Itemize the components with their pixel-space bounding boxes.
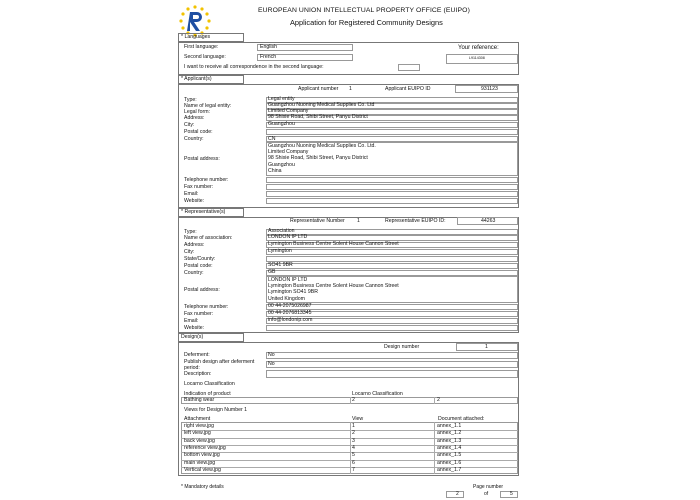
- applicant-fax-label: Fax number:: [184, 184, 214, 190]
- representative-state-field[interactable]: [266, 256, 518, 262]
- applicant-name-label: Name of legal entity:: [184, 103, 232, 109]
- attachment-cell: bottom view.jpg: [184, 452, 220, 459]
- applicant-legal-form-value: Limited Company: [268, 108, 309, 114]
- representative-city-label: City:: [184, 249, 195, 255]
- representative-state-label: State/County:: [184, 256, 216, 262]
- applicant-type-value: Legal entity: [268, 96, 295, 102]
- representative-number-value: 1: [357, 218, 360, 224]
- locarno-col-label: Locarno Classification: [352, 391, 403, 397]
- document-cell: annex_1.6: [437, 459, 462, 466]
- mandatory-note: * Mandatory details: [181, 484, 224, 490]
- applicant-website-label: Website:: [184, 198, 205, 204]
- page-of: of: [484, 491, 489, 497]
- representative-name-label: Name of association:: [184, 235, 233, 241]
- view-cell: 3: [352, 437, 355, 444]
- view-cell: 1: [352, 423, 355, 429]
- representative-postal-code-label: Postal code:: [184, 263, 213, 269]
- table-row: [181, 467, 518, 474]
- applicant-country-label: Country:: [184, 136, 204, 142]
- publish-value: No: [268, 361, 275, 367]
- deferment-label: Deferment:: [184, 352, 210, 358]
- representative-telephone-label: Telephone number:: [184, 304, 229, 310]
- applicant-fax-field[interactable]: [266, 184, 518, 190]
- view-cell: 4: [352, 444, 355, 451]
- representative-telephone-value: 00 44-2075026987: [268, 303, 312, 309]
- document-cell: annex_1.2: [437, 430, 462, 437]
- representative-section-label: * Representative(s): [181, 209, 226, 215]
- page-current: 2: [456, 491, 459, 497]
- designs-section-label: Design(s): [181, 334, 204, 340]
- attachment-cell: right view.jpg: [184, 423, 214, 429]
- representative-postal-code-value: SO41 9BR: [268, 262, 293, 268]
- second-language-value: French: [260, 54, 277, 60]
- table-row: [181, 460, 518, 467]
- applicant-postal-code-field[interactable]: [266, 129, 518, 135]
- applicant-postal-address-value: Guangzhou Nuoning Medical Supplies Co. Ltd. Limited Company 98 Shixie Road, Shibi Street, Panyu District Guangzhou China: [268, 143, 376, 174]
- representative-id-value: 44263: [481, 218, 496, 224]
- applicant-number-label: Applicant number: [298, 86, 339, 92]
- applicant-country-value: CN: [268, 136, 276, 142]
- table-row: [181, 423, 518, 430]
- applicant-name-value: Guangzhou Nuoning Medical Supplies Co. Ltd: [268, 102, 375, 108]
- representative-postal-code-field[interactable]: [266, 263, 518, 269]
- design-number-label: Design number: [384, 344, 420, 350]
- applicant-id-value: 931123: [481, 86, 498, 92]
- table-header-document: Document attached:: [438, 416, 485, 422]
- attachment-cell: left view.jpg: [184, 430, 211, 437]
- page-total: 5: [510, 491, 513, 497]
- publish-field[interactable]: [266, 361, 518, 368]
- representative-website-field[interactable]: [266, 325, 518, 331]
- page-current-box: [446, 491, 464, 498]
- applicant-address-value: 98 Shixie Road, Shibi Street, Panyu District: [268, 114, 368, 120]
- table-row: [181, 452, 518, 459]
- view-cell: 5: [352, 452, 355, 459]
- representative-postal-address-value: LONDON IP LTD Lymington Business Centre Solent House Cannon Street Lymington SO41 9BR United Kingdom: [268, 277, 399, 302]
- application-title: Application for Registered Community Designs: [290, 18, 443, 27]
- first-language-label: First language:: [184, 44, 219, 50]
- design-number-value: 1: [485, 344, 488, 350]
- view-cell: 6: [352, 459, 355, 466]
- representative-number-label: Representative Number: [290, 218, 345, 224]
- representative-country-value: GB: [268, 269, 276, 275]
- product-name: Bathing wear: [184, 397, 215, 403]
- representative-email-label: Email:: [184, 318, 199, 324]
- org-title: EUROPEAN UNION INTELLECTUAL PROPERTY OFFICE (EUIPO): [258, 7, 470, 14]
- description-field[interactable]: [266, 370, 518, 378]
- document-cell: annex_1.1: [437, 423, 462, 429]
- correspondence-label: I want to receive all correspondence in the second language:: [184, 64, 324, 70]
- representative-postal-address-label: Postal address:: [184, 287, 220, 293]
- representative-address-value: Lymington Business Centre Solent House Cannon Street: [268, 241, 399, 247]
- representative-type-value: Association: [268, 228, 295, 234]
- table-row: [181, 445, 518, 452]
- view-cell: 7: [352, 466, 355, 473]
- table-row: [181, 430, 518, 437]
- views-label: Views for Design Number 1: [184, 407, 248, 413]
- reference-value: L9114308: [469, 56, 485, 60]
- representative-fax-label: Fax number:: [184, 311, 214, 317]
- indication-label: Indication of product: [184, 391, 231, 397]
- representative-email-value: info@londonip.com: [268, 317, 313, 323]
- applicant-city-field[interactable]: [266, 122, 518, 128]
- applicant-id-label: Applicant EUIPO ID: [385, 86, 431, 92]
- table-row: [181, 438, 518, 445]
- reference-label: Your reference:: [458, 45, 499, 51]
- representative-address-label: Address:: [184, 242, 205, 248]
- applicant-email-field[interactable]: [266, 191, 518, 197]
- product-class-a: 2: [352, 397, 355, 403]
- representative-city-field[interactable]: [266, 249, 518, 255]
- page-total-box: [500, 491, 518, 498]
- applicant-telephone-field[interactable]: [266, 177, 518, 183]
- first-language-value: English: [260, 44, 278, 50]
- representative-name-value: LONDON IP LTD: [268, 234, 308, 240]
- view-cell: 2: [352, 430, 355, 437]
- representative-website-label: Website:: [184, 325, 205, 331]
- applicant-website-field[interactable]: [266, 198, 518, 204]
- applicant-telephone-label: Telephone number:: [184, 177, 229, 183]
- correspondence-checkbox[interactable]: [398, 64, 420, 71]
- applicant-address-label: Address:: [184, 115, 205, 121]
- table-header-view: View: [352, 416, 364, 422]
- deferment-value: No: [268, 352, 275, 358]
- second-language-label: Second language:: [184, 54, 226, 60]
- document-cell: annex_1.5: [437, 452, 462, 459]
- applicant-email-label: Email:: [184, 191, 199, 197]
- page-number-label: Page number: [473, 484, 504, 490]
- representative-country-label: Country:: [184, 270, 204, 276]
- applicant-number-value: 1: [349, 86, 352, 92]
- product-class-b: 2: [437, 397, 440, 403]
- deferment-field[interactable]: [266, 352, 518, 359]
- document-cell: annex_1.7: [437, 466, 462, 473]
- applicant-legal-form-label: Legal form:: [184, 109, 210, 115]
- applicant-city-value: Guangzhou: [268, 121, 295, 127]
- document-cell: annex_1.3: [437, 437, 462, 444]
- applicant-type-label: Type:: [184, 97, 197, 103]
- applicant-postal-address-label: Postal address:: [184, 156, 220, 162]
- attachment-cell: reference view.jpg: [184, 444, 226, 451]
- representative-id-label: Representative EUIPO ID:: [385, 218, 446, 224]
- locarno-label: Locarno Classification: [184, 381, 235, 387]
- attachment-cell: back view.jpg: [184, 437, 215, 444]
- attachment-cell: main view.jpg: [184, 459, 216, 466]
- representative-type-label: Type:: [184, 229, 197, 235]
- description-label: Description:: [184, 371, 212, 377]
- representative-fax-value: 00 44-2076813345: [268, 310, 312, 316]
- document-cell: annex_1.4: [437, 444, 462, 451]
- applicant-section-label: * Applicant(s): [181, 76, 212, 82]
- table-header-attachment: Attachment: [184, 416, 211, 422]
- publish-label: Publish design after deferment period:: [184, 359, 255, 371]
- languages-section-label: * Languages: [181, 34, 211, 40]
- attachment-cell: Vertical view.jpg: [184, 466, 221, 473]
- applicant-postal-code-label: Postal code:: [184, 129, 213, 135]
- representative-city-value: Lymington: [268, 248, 292, 254]
- applicant-city-label: City:: [184, 122, 195, 128]
